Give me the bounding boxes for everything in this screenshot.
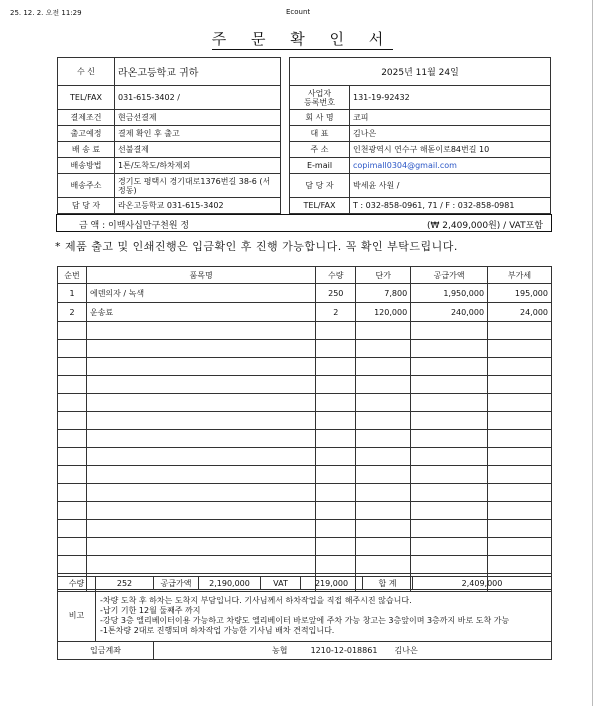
empty-cell: [316, 484, 356, 502]
empty-cell: [411, 430, 488, 448]
empty-cell: [316, 322, 356, 340]
empty-cell: [86, 520, 315, 538]
item-name: 에덴의자 / 녹색: [86, 284, 315, 303]
empty-cell: [411, 502, 488, 520]
deposit-label: 입금계좌: [58, 642, 154, 660]
empty-cell: [356, 430, 411, 448]
total-vat: 219,000: [301, 577, 363, 590]
empty-cell: [356, 412, 411, 430]
empty-cell: [488, 394, 552, 412]
page-edge-divider: [592, 0, 593, 706]
remarks-row: [58, 590, 552, 642]
empty-cell: [86, 556, 315, 574]
label-shipping-address: 배송주소: [58, 174, 115, 198]
value-email[interactable]: copimall0304@gmail.com: [350, 158, 551, 174]
empty-cell: [488, 484, 552, 502]
deposit-account: 1210-12-018861: [310, 646, 378, 655]
empty-cell: [316, 394, 356, 412]
header-no: 순번: [58, 267, 87, 284]
empty-cell: [58, 502, 87, 520]
recipient-table: [57, 57, 281, 214]
item-name: 운송료: [86, 303, 315, 322]
value-recipient: 라온고등학교 귀하: [115, 58, 281, 86]
empty-cell: [411, 556, 488, 574]
supplier-table: [289, 57, 551, 214]
remark-line: -1톤차량 2대로 진행되며 하차작업 가능한 기사님 배차 견적입니다.: [100, 625, 335, 635]
total-qty: 252: [96, 577, 154, 590]
value-telfax: 031-615-3402 /: [115, 86, 281, 110]
empty-cell: [58, 430, 87, 448]
empty-row: [58, 322, 552, 340]
empty-cell: [488, 358, 552, 376]
item-vat: 24,000: [488, 303, 552, 322]
summary-table: [57, 576, 552, 660]
empty-cell: [58, 376, 87, 394]
empty-cell: [86, 430, 315, 448]
total-supply: 2,190,000: [199, 577, 261, 590]
print-datetime: 25. 12. 2. 오전 11:29: [10, 9, 82, 17]
header-price: 단가: [356, 267, 411, 284]
remark-line: -강당 3층 엘리베이터이용 가능하고 차량도 엘리베이터 바로앞에 주차 가능 창고는 3층앞이며 3층까지 바로 도착 가능: [100, 615, 510, 625]
empty-row: [58, 340, 552, 358]
empty-row: [58, 538, 552, 556]
label-business-number: 사업자 등록번호: [290, 86, 350, 110]
empty-cell: [58, 412, 87, 430]
item-qty: 2: [316, 303, 356, 322]
item-no: 2: [58, 303, 87, 322]
label-recipient: 수 신: [58, 58, 115, 86]
empty-cell: [488, 412, 552, 430]
empty-cell: [488, 466, 552, 484]
empty-cell: [411, 520, 488, 538]
empty-cell: [316, 340, 356, 358]
empty-cell: [411, 376, 488, 394]
label-shipping-method: 배송방법: [58, 158, 115, 174]
label-shipping-plan: 출고예정: [58, 126, 115, 142]
label-email: E-mail: [290, 158, 350, 174]
empty-cell: [356, 376, 411, 394]
empty-row: [58, 484, 552, 502]
deposit-row: [58, 642, 552, 660]
empty-cell: [356, 340, 411, 358]
amount-bar: [56, 214, 552, 232]
empty-row: [58, 502, 552, 520]
totals-row: [58, 577, 552, 590]
empty-cell: [488, 430, 552, 448]
empty-cell: [58, 556, 87, 574]
value-ceo: 김나은: [350, 126, 551, 142]
amount-text: 금 액 : 이백사십만구천원 정: [79, 221, 190, 231]
empty-cell: [58, 358, 87, 376]
deposit-holder: 김나은: [394, 646, 418, 655]
empty-cell: [58, 520, 87, 538]
total-vat-label: VAT: [261, 577, 301, 590]
value-manager: 박세윤 사원 /: [350, 174, 551, 198]
payment-notice: * 제품 출고 및 인쇄진행은 입금확인 후 진행 가능합니다. 꼭 확인 부탁드립니다.: [55, 240, 458, 253]
empty-row: [58, 430, 552, 448]
empty-cell: [316, 412, 356, 430]
empty-cell: [316, 520, 356, 538]
item-vat: 195,000: [488, 284, 552, 303]
value-shipping-fee: 선불결제: [115, 142, 281, 158]
label-shipping-fee: 배 송 료: [58, 142, 115, 158]
empty-cell: [411, 466, 488, 484]
empty-cell: [316, 430, 356, 448]
empty-row: [58, 358, 552, 376]
header-qty: 수량: [316, 267, 356, 284]
value-shipping-address: 경기도 평택시 경기대로1376번길 38-6 (서정동): [115, 174, 281, 198]
label-company: 회 사 명: [290, 110, 350, 126]
label-address: 주 소: [290, 142, 350, 158]
empty-cell: [356, 358, 411, 376]
header-supply: 공급가액: [411, 267, 488, 284]
value-address: 인천광역시 연수구 해돋이로84번길 10: [350, 142, 551, 158]
value-business-number: 131-19-92432: [350, 86, 551, 110]
empty-row: [58, 412, 552, 430]
empty-cell: [488, 556, 552, 574]
empty-cell: [411, 394, 488, 412]
empty-cell: [356, 322, 411, 340]
empty-cell: [86, 466, 315, 484]
remarks-content: [96, 590, 552, 642]
empty-row: [58, 520, 552, 538]
deposit-info: [154, 642, 552, 660]
empty-cell: [488, 538, 552, 556]
table-row: [58, 303, 552, 322]
empty-cell: [316, 358, 356, 376]
empty-cell: [316, 556, 356, 574]
label-supplier-telfax: TEL/FAX: [290, 198, 350, 214]
total-sum: 2,409,000: [413, 577, 552, 590]
empty-cell: [356, 448, 411, 466]
empty-cell: [411, 322, 488, 340]
empty-cell: [488, 340, 552, 358]
empty-cell: [58, 322, 87, 340]
remark-line: -납기 기한 12월 둘째주 까지: [100, 605, 201, 615]
empty-cell: [411, 484, 488, 502]
app-name: Ecount: [286, 8, 311, 16]
empty-cell: [411, 358, 488, 376]
empty-cell: [316, 502, 356, 520]
empty-cell: [356, 394, 411, 412]
empty-cell: [316, 376, 356, 394]
empty-cell: [356, 502, 411, 520]
empty-cell: [356, 466, 411, 484]
empty-cell: [316, 448, 356, 466]
empty-row: [58, 466, 552, 484]
empty-cell: [86, 358, 315, 376]
empty-row: [58, 448, 552, 466]
remarks-label: 비고: [58, 590, 96, 642]
empty-cell: [58, 448, 87, 466]
empty-cell: [356, 484, 411, 502]
label-contact: 담 당 자: [58, 198, 115, 214]
value-payment-terms: 현금선결제: [115, 110, 281, 126]
empty-cell: [316, 466, 356, 484]
empty-cell: [356, 556, 411, 574]
header-name: 품목명: [86, 267, 315, 284]
item-supply: 1,950,000: [411, 284, 488, 303]
item-price: 120,000: [356, 303, 411, 322]
label-ceo: 대 표: [290, 126, 350, 142]
value-shipping-method: 1톤/도착도/하차제외: [115, 158, 281, 174]
empty-cell: [356, 520, 411, 538]
empty-cell: [86, 412, 315, 430]
empty-cell: [58, 466, 87, 484]
empty-cell: [316, 538, 356, 556]
empty-cell: [488, 502, 552, 520]
total-supply-label: 공급가액: [154, 577, 199, 590]
item-price: 7,800: [356, 284, 411, 303]
empty-cell: [58, 394, 87, 412]
empty-cell: [86, 538, 315, 556]
empty-cell: [356, 538, 411, 556]
empty-cell: [411, 340, 488, 358]
value-contact: 라온고등학교 031-615-3402: [115, 198, 281, 214]
empty-cell: [488, 322, 552, 340]
empty-cell: [488, 448, 552, 466]
label-telfax: TEL/FAX: [58, 86, 115, 110]
items-header-row: [58, 267, 552, 284]
remark-line: -차량 도착 후 하차는 도착지 부담입니다. 기사님께서 하차작업을 직접 해주시진 않습니다.: [100, 595, 412, 605]
table-row: [58, 284, 552, 303]
empty-cell: [86, 340, 315, 358]
empty-cell: [488, 376, 552, 394]
empty-row: [58, 394, 552, 412]
value-shipping-plan: 결제 확인 후 출고: [115, 126, 281, 142]
item-no: 1: [58, 284, 87, 303]
order-date: 2025년 11월 24일: [290, 58, 551, 86]
item-supply: 240,000: [411, 303, 488, 322]
empty-cell: [86, 394, 315, 412]
deposit-bank: 농협: [272, 646, 288, 655]
empty-cell: [411, 412, 488, 430]
total-qty-label: 수량: [58, 577, 96, 590]
label-payment-terms: 결제조건: [58, 110, 115, 126]
empty-row: [58, 556, 552, 574]
items-table: [57, 266, 552, 592]
empty-cell: [86, 484, 315, 502]
total-sum-label: 합 계: [363, 577, 413, 590]
document-title: 주 문 확 인 서: [211, 30, 394, 48]
amount-value: (₩ 2,409,000원) / VAT포함: [427, 221, 543, 231]
empty-cell: [58, 484, 87, 502]
empty-cell: [411, 448, 488, 466]
item-qty: 250: [316, 284, 356, 303]
empty-cell: [86, 448, 315, 466]
empty-cell: [86, 322, 315, 340]
empty-cell: [58, 538, 87, 556]
empty-cell: [58, 340, 87, 358]
header-vat: 부가세: [488, 267, 552, 284]
value-company: 코피: [350, 110, 551, 126]
empty-cell: [411, 538, 488, 556]
empty-row: [58, 376, 552, 394]
value-supplier-telfax: T : 032-858-0961, 71 / F : 032-858-0981: [350, 198, 551, 214]
empty-cell: [86, 376, 315, 394]
empty-cell: [86, 502, 315, 520]
label-manager: 담 당 자: [290, 174, 350, 198]
empty-cell: [488, 520, 552, 538]
